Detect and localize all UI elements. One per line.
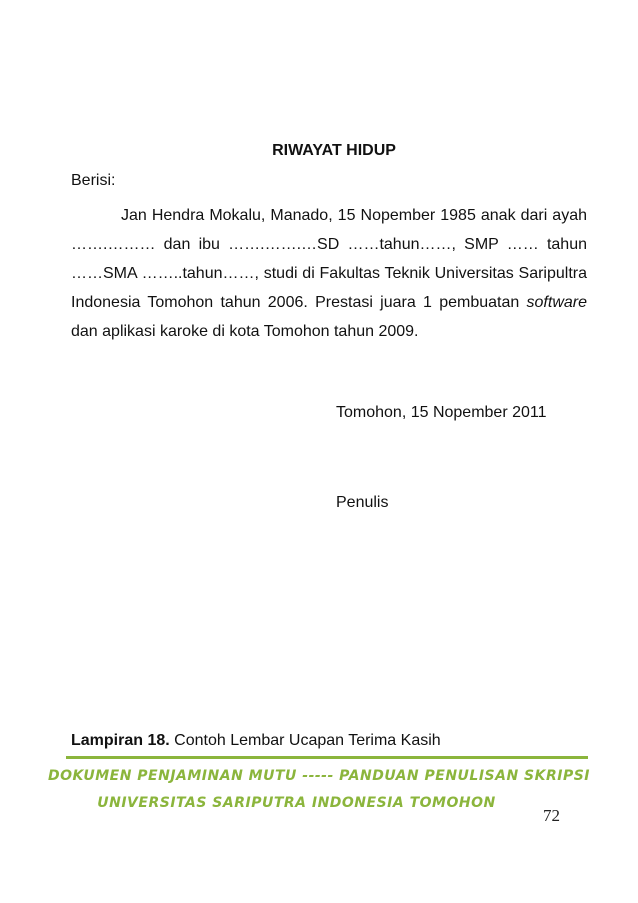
- footer-divider: [66, 756, 588, 759]
- body-text-italic: software: [526, 294, 587, 311]
- content-label: Berisi:: [71, 172, 116, 189]
- body-text-part2: dan aplikasi karoke di kota Tomohon tahun 2009.: [71, 323, 419, 340]
- appendix-number: Lampiran 18.: [71, 732, 170, 749]
- signer-label: Penulis: [336, 494, 389, 511]
- body-text-part1: Jan Hendra Mokalu, Manado, 15 Nopember 1985 anak dari ayah …….……… dan ibu …….…….…SD ……tahun……, SMP …… tahun ……SMA ……..tahun……, studi di Fakultas Teknik Universitas Saripultra Indonesia Tomohon tahun 2006. Prestasi juara 1 pembuatan: [71, 207, 587, 311]
- page-title: RIWAYAT HIDUP: [272, 142, 396, 159]
- body-paragraph: [71, 201, 587, 346]
- place-date: Tomohon, 15 Nopember 2011: [336, 404, 547, 421]
- footer-line-2: UNIVERSITAS SARIPUTRA INDONESIA TOMOHON: [97, 795, 496, 811]
- appendix-caption: [71, 732, 441, 750]
- page-number: 72: [543, 806, 560, 825]
- footer-line-1: DOKUMEN PENJAMINAN MUTU ----- PANDUAN PENULISAN SKRIPSI: [47, 768, 591, 784]
- appendix-title: Contoh Lembar Ucapan Terima Kasih: [169, 732, 441, 749]
